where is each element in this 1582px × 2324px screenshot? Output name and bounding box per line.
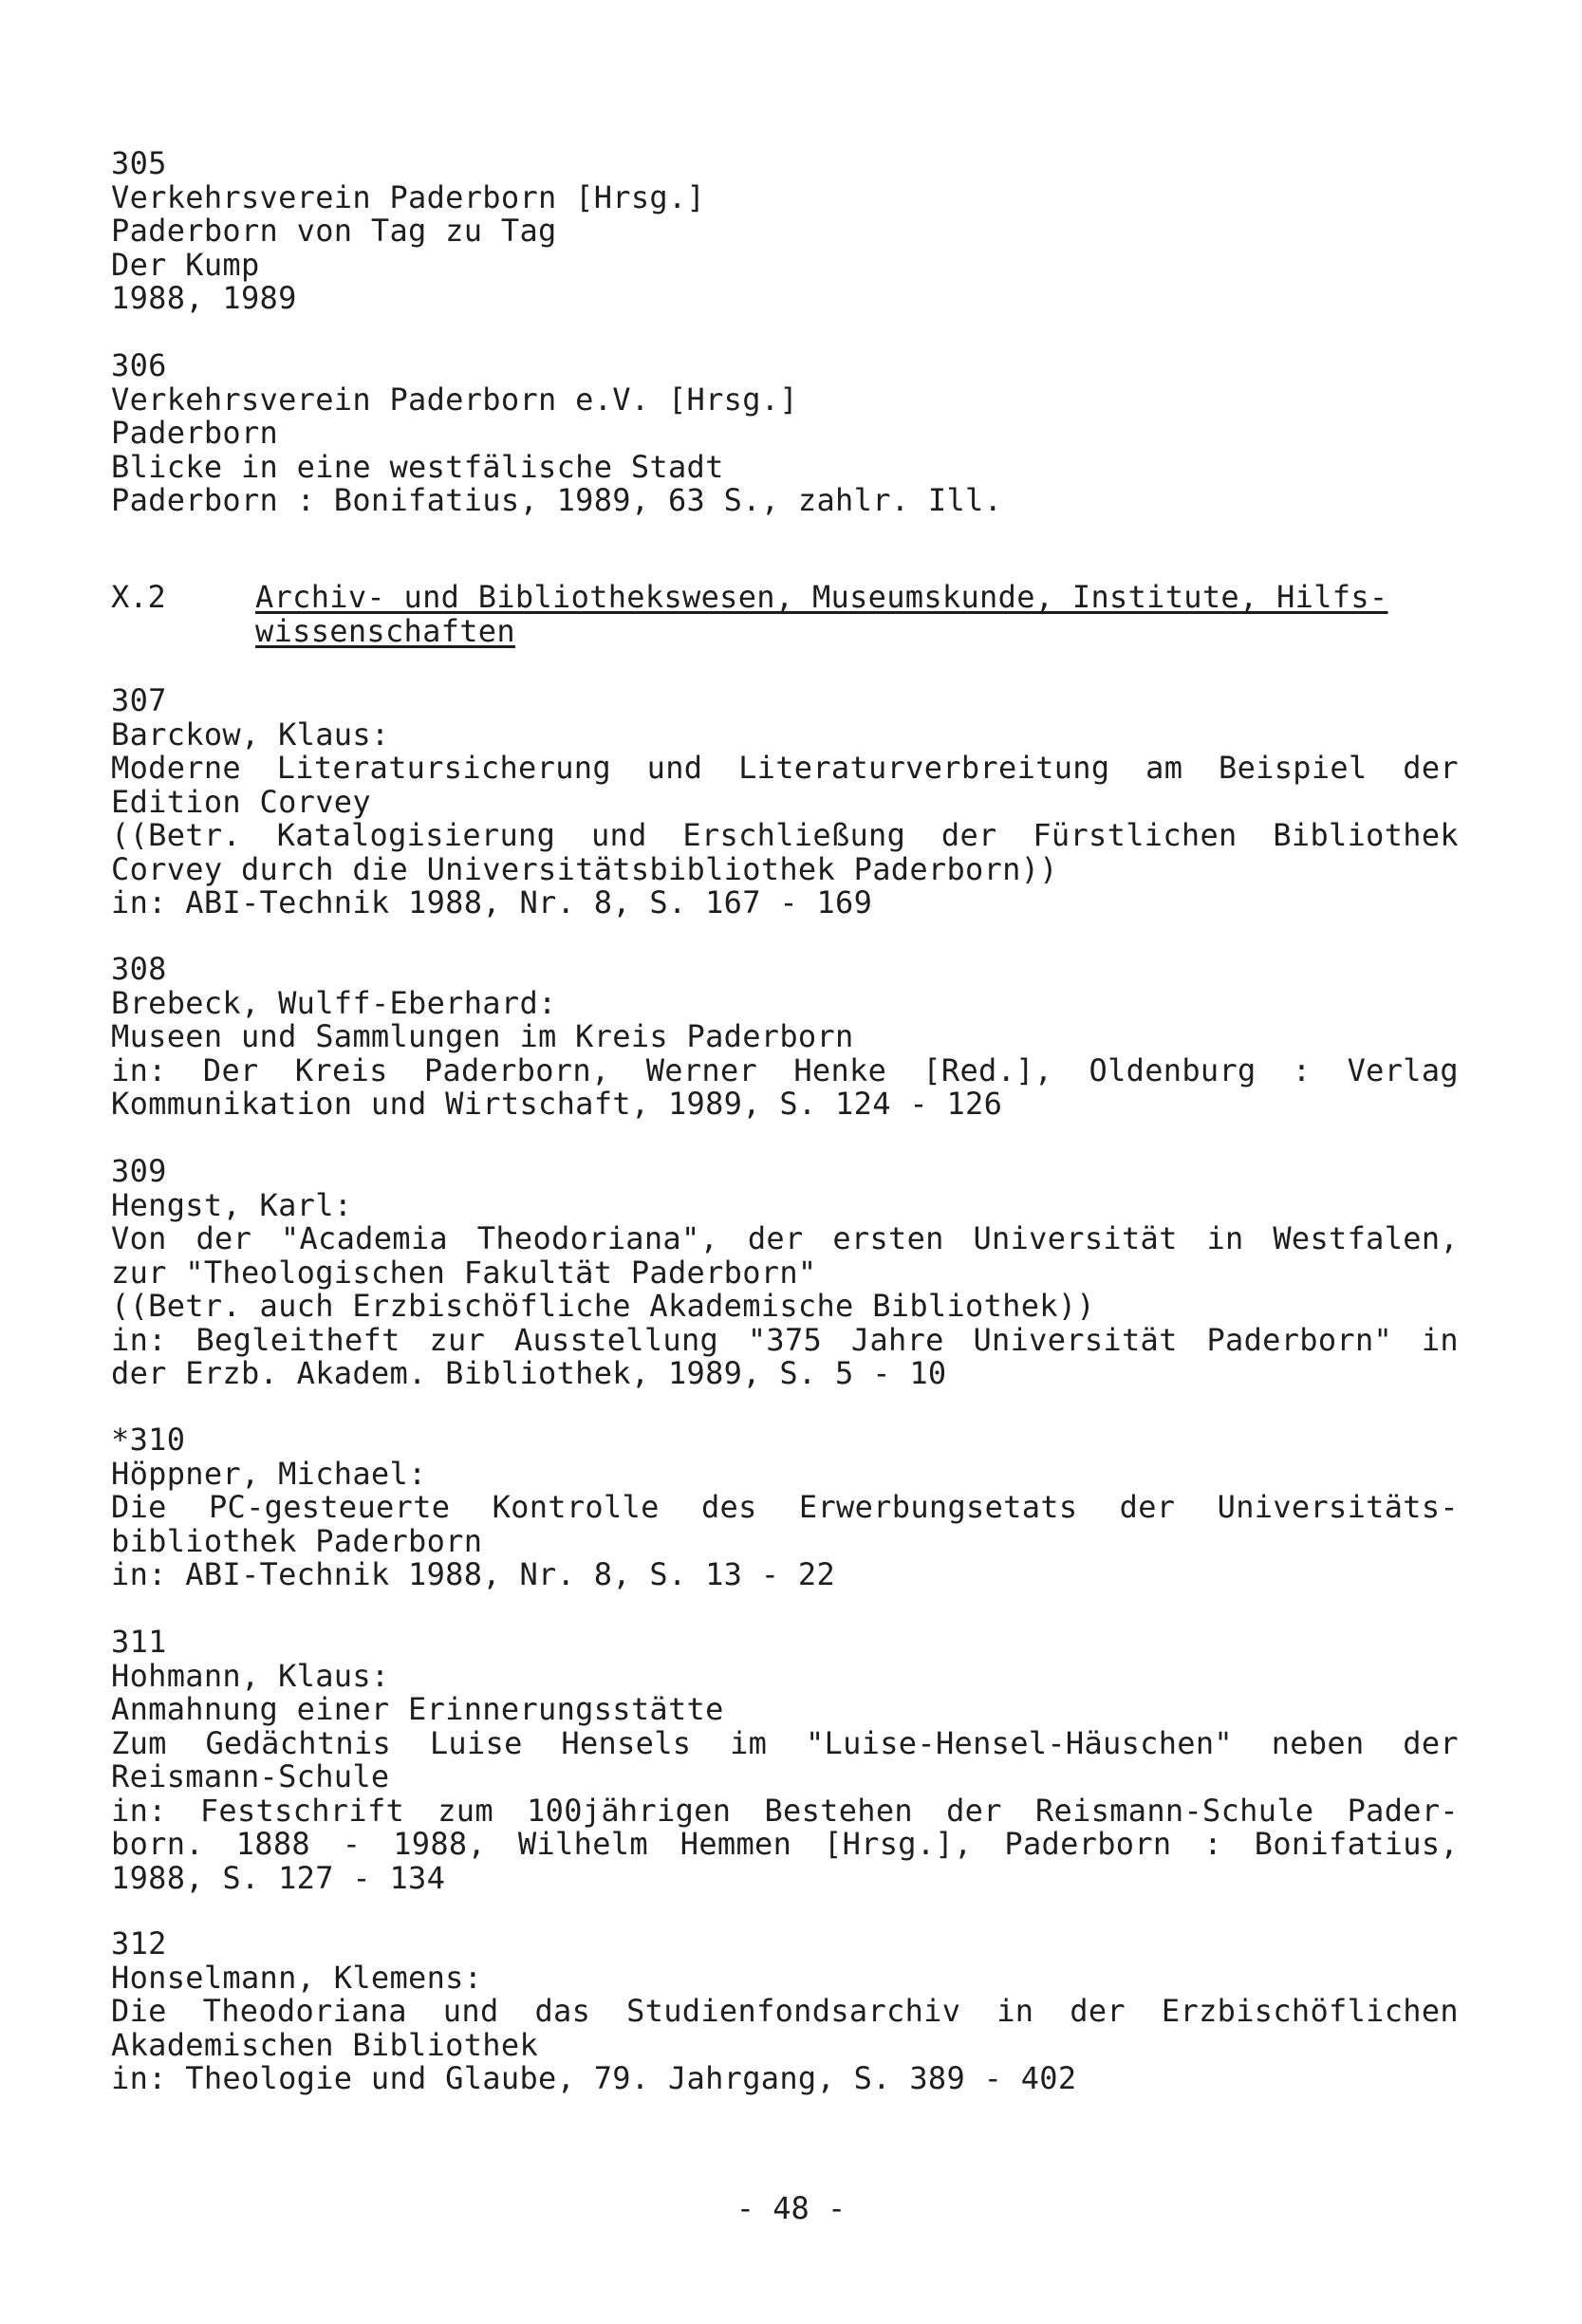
bibliography-entry-309: [111, 1155, 1459, 1391]
entry-subtitle: Der Kump: [111, 246, 260, 283]
entry-note-cont: Corvey durch die Universitätsbibliothek Paderborn)): [111, 850, 1058, 887]
entry-source-cont: born. 1888 - 1988, Wilhelm Hemmen [Hrsg.], Paderborn : Bonifatius,: [111, 1826, 1459, 1862]
entry-source: in: ABI-Technik 1988, Nr. 8, S. 167 - 169: [111, 884, 873, 920]
bibliography-entry-311: [111, 1626, 1459, 1895]
entry-title: Paderborn: [111, 415, 279, 451]
entry-year: 1988, 1989: [111, 280, 297, 316]
entry-subtitle: Blicke in eine westfälische Stadt: [111, 448, 724, 485]
entry-subtitle-cont: Reismann-Schule: [111, 1758, 390, 1794]
entry-title-cont: Edition Corvey: [111, 783, 371, 820]
entry-author: Honselmann, Klemens:: [111, 1959, 483, 1996]
bibliography-entry-306: [111, 349, 1459, 518]
entry-author: Verkehrsverein Paderborn [Hrsg.]: [111, 178, 706, 215]
entry-source-cont: der Erzb. Akadem. Bibliothek, 1989, S. 5 - 10: [111, 1355, 947, 1391]
entry-number: 311: [111, 1624, 167, 1660]
entry-title-cont: zur "Theologischen Fakultät Paderborn": [111, 1254, 817, 1291]
section-title-line: Archiv- und Bibliothekswesen, Museumskunde, Institute, Hilfs-: [255, 579, 1388, 615]
bibliography-entry-305: [111, 147, 1459, 316]
bibliography-entry-312: [111, 1927, 1459, 2096]
entry-title: Die Theodoriana und das Studienfondsarchiv in der Erzbischöflichen: [111, 1993, 1459, 2029]
entry-number: 308: [111, 951, 167, 987]
entry-source: in: Begleitheft zur Ausstellung "375 Jahre Universität Paderborn" in: [111, 1321, 1459, 1358]
bibliography-entry-310: [111, 1423, 1459, 1592]
entry-number: 309: [111, 1153, 167, 1189]
entry-author: Hengst, Karl:: [111, 1186, 353, 1223]
entry-publication: Paderborn : Bonifatius, 1989, 63 S., zahlr. Ill.: [111, 482, 1003, 518]
entry-author: Barckow, Klaus:: [111, 716, 390, 753]
entry-title-cont: bibliothek Paderborn: [111, 1522, 483, 1559]
entry-source-end: 1988, S. 127 - 134: [111, 1859, 446, 1896]
entry-author: Verkehrsverein Paderborn e.V. [Hrsg.]: [111, 381, 798, 418]
entry-title: Die PC-gesteuerte Kontrolle des Erwerbungsetats der Universitäts-: [111, 1489, 1459, 1525]
entry-subtitle: Zum Gedächtnis Luise Hensels im "Luise-Hensel-Häuschen" neben der: [111, 1724, 1459, 1761]
entry-number: *310: [111, 1422, 186, 1458]
entry-source: in: ABI-Technik 1988, Nr. 8, S. 13 - 22: [111, 1556, 836, 1592]
bibliography-entry-307: [111, 684, 1459, 920]
bibliography-entry-308: [111, 953, 1459, 1122]
entry-title: Museen und Sammlungen im Kreis Paderborn: [111, 1018, 854, 1054]
section-number: X.2: [111, 579, 166, 615]
entry-source: in: Festschrift zum 100jährigen Bestehen der Reismann-Schule Pader-: [111, 1792, 1459, 1829]
entry-number: 312: [111, 1925, 167, 1961]
entry-note: ((Betr. auch Erzbischöfliche Akademische Bibliothek)): [111, 1288, 1095, 1324]
entry-title: Paderborn von Tag zu Tag: [111, 213, 557, 249]
section-title: [255, 581, 1456, 648]
entry-title: Moderne Literatursicherung und Literaturverbreitung am Beispiel der: [111, 750, 1459, 786]
page-number: - 48 -: [735, 2190, 847, 2226]
entry-title: Von der "Academia Theodoriana", der ersten Universität in Westfalen,: [111, 1220, 1459, 1256]
entry-note: ((Betr. Katalogisierung und Erschließung der Fürstlichen Bibliothek: [111, 817, 1459, 853]
entry-source: in: Theologie und Glaube, 79. Jahrgang, S. 389 - 402: [111, 2060, 1077, 2096]
entry-author: Brebeck, Wulff-Eberhard:: [111, 984, 557, 1021]
entry-title-cont: Akademischen Bibliothek: [111, 2026, 539, 2063]
section-title-line: wissenschaften: [255, 612, 515, 649]
entry-source-cont: Kommunikation und Wirtschaft, 1989, S. 124 - 126: [111, 1086, 1003, 1122]
entry-title: Anmahnung einer Erinnerungsstätte: [111, 1691, 724, 1727]
entry-author: Hohmann, Klaus:: [111, 1657, 390, 1694]
entry-number: 305: [111, 145, 167, 181]
entry-author: Höppner, Michael:: [111, 1455, 427, 1492]
entry-number: 307: [111, 682, 167, 718]
entry-number: 306: [111, 347, 167, 383]
entry-source: in: Der Kreis Paderborn, Werner Henke [Red.], Oldenburg : Verlag: [111, 1051, 1459, 1088]
